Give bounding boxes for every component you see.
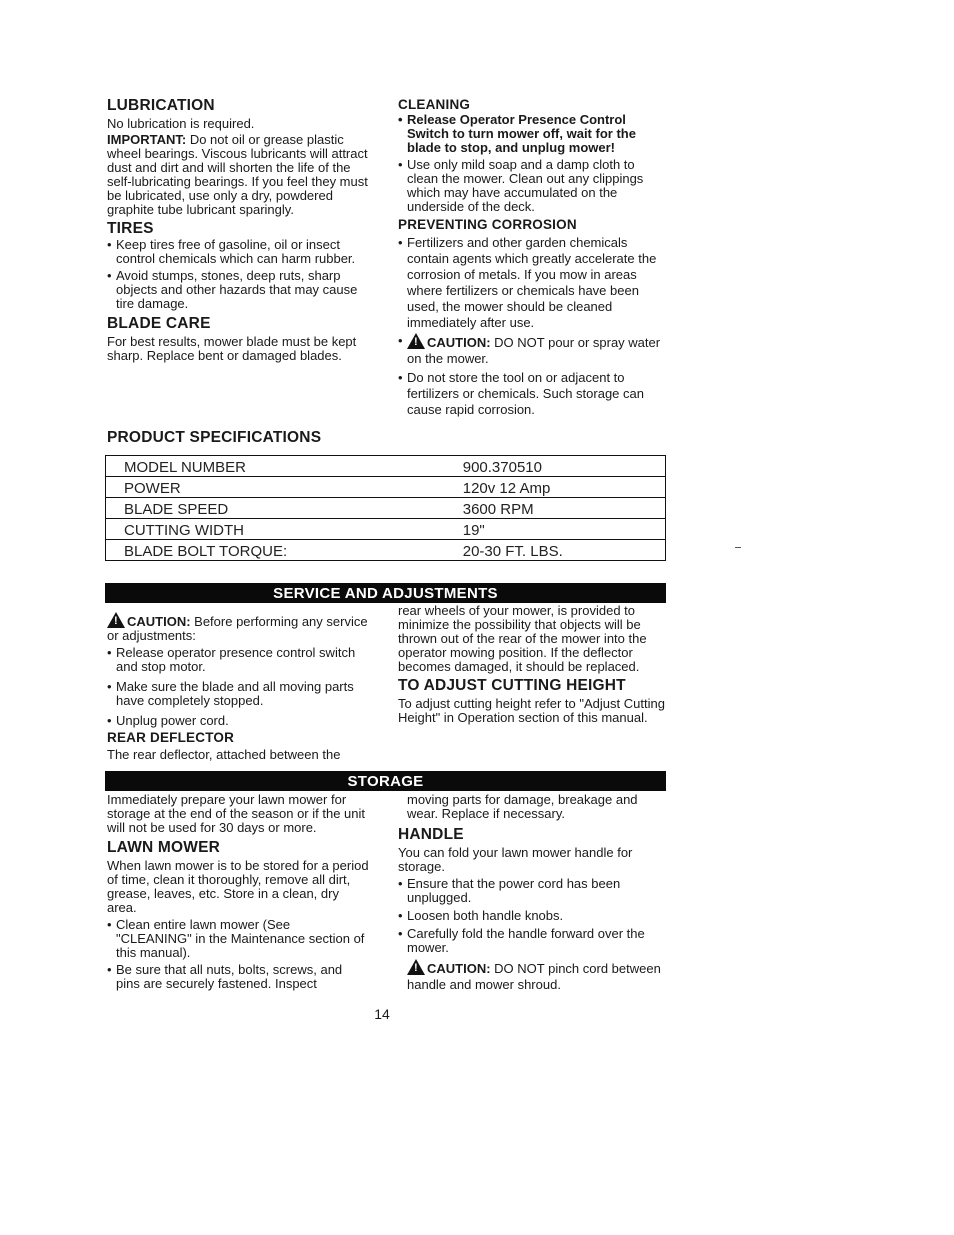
warning-triangle-icon (107, 612, 125, 628)
spec-value: 3600 RPM (403, 498, 666, 519)
list-item: • Use only mild soap and a damp cloth to clean the mower. Clean out any clippings which may have accumulated on the underside of the deck. (398, 158, 668, 214)
list-item: • Fertilizers and other garden chemicals contain agents which greatly accelerate the corrosion of metals. If you mow in areas where fertilizers or chemicals have been used, the mower should be cleaned immediately after use. (398, 235, 668, 331)
rear-deflector-heading: REAR DEFLECTOR (107, 730, 235, 745)
list-item: • Unplug power cord. (107, 714, 369, 728)
caution-text: DO NOT pinch cord between handle and mower shroud. (407, 961, 661, 992)
spec-label: BLADE SPEED (106, 498, 403, 519)
list-item: • Do not store the tool on or adjacent to fertilizers or chemicals. Such storage can cause rapid corrosion. (398, 370, 668, 418)
storage-left-column (107, 793, 369, 991)
list-item: • Loosen both handle knobs. (398, 909, 668, 923)
list-item (398, 333, 668, 367)
list-item: • Release Operator Presence Control Switch to turn mower off, wait for the blade to stop, and unplug mower! (398, 113, 668, 155)
service-section-bar: SERVICE AND ADJUSTMENTS (105, 583, 666, 603)
warning-triangle-icon (407, 959, 425, 975)
list-item: • Carefully fold the handle forward over the mower. (398, 927, 668, 955)
spec-label: POWER (106, 477, 403, 498)
handle-caution (398, 959, 668, 993)
corrosion-heading: PREVENTING CORROSION (398, 217, 577, 232)
spec-label: MODEL NUMBER (106, 456, 403, 477)
spec-label: BLADE BOLT TORQUE: (124, 543, 288, 560)
specs-heading: PRODUCT SPECIFICATIONS (107, 429, 322, 446)
list-item: • Avoid stumps, stones, deep ruts, sharp objects and other hazards that may cause tire damage. (107, 269, 369, 311)
storage-right-column (398, 793, 668, 993)
blade-care-text: For best results, mower blade must be kept sharp. Replace bent or damaged blades. (107, 334, 357, 363)
lubrication-heading: LUBRICATION (107, 97, 215, 114)
spec-value: 900.370510 (403, 456, 666, 477)
storage-intro: Immediately prepare your lawn mower for storage at the end of the season or if the unit will not be used for 30 days or more. (107, 792, 366, 835)
spec-value: 19" (403, 519, 666, 540)
caution-label: CAUTION: (427, 335, 491, 350)
list-item: • Keep tires free of gasoline, oil or insect control chemicals which can harm rubber. (107, 238, 369, 266)
corrosion-list (398, 235, 668, 418)
blade-care-heading: BLADE CARE (107, 315, 211, 332)
lawn-mower-heading: LAWN MOWER (107, 839, 221, 856)
handle-heading: HANDLE (398, 826, 464, 843)
rear-deflector-text: The rear deflector, attached between the (107, 747, 341, 762)
handle-text: You can fold your lawn mower handle for storage. (398, 845, 633, 874)
caution-text: Before performing any service or adjustments: (107, 614, 368, 643)
caution-text: DO NOT pour or spray water on the mower. (407, 335, 661, 366)
lawn-mower-text: When lawn mower is to be stored for a period of time, clean it thoroughly, remove all dirt, grease, leaves, etc. Store in a clean, dry area. (107, 858, 369, 915)
warning-triangle-icon (407, 333, 425, 349)
list-item: • Be sure that all nuts, bolts, screws, and pins are securely fastened. Inspect (107, 963, 369, 991)
table-row (106, 519, 666, 540)
service-left-column (107, 608, 369, 762)
rear-deflector-continued: rear wheels of your mower, is provided to minimize the possibility that objects will be thrown out of the rear of the mower into the operator mowing position. If the deflector becomes damaged, it should be replaced. (398, 603, 647, 674)
lawn-mower-list (107, 918, 369, 991)
spec-label: CUTTING WIDTH (106, 519, 403, 540)
tires-list (107, 238, 369, 311)
specs-table (105, 455, 666, 561)
service-list (107, 646, 369, 728)
page-number: 14 (374, 1006, 390, 1022)
list-item: • Clean entire lawn mower (See "CLEANING" in the Maintenance section of this manual). (107, 918, 369, 960)
list-item: • Release operator presence control switch and stop motor. (107, 646, 369, 674)
list-item: • Ensure that the power cord has been unplugged. (398, 877, 668, 905)
service-right-column (398, 604, 668, 725)
table-row (106, 540, 666, 561)
cutting-height-text: To adjust cutting height refer to "Adjust Cutting Height" in Operation section of this manual. (398, 696, 665, 725)
caution-label: CAUTION: (427, 961, 491, 976)
cleaning-heading: CLEANING (398, 97, 471, 112)
handle-list (398, 877, 668, 955)
important-label: IMPORTANT: (107, 132, 187, 147)
service-caution (107, 612, 369, 643)
important-text: Do not oil or grease plastic wheel bearings. Viscous lubricants will attract dust and dirt and will shorten the life of the self-lubricating bearings. If you feel they must be lubricated, use only a dry, powdered graphite tube lubricant sparingly. (107, 132, 368, 217)
table-row (106, 456, 666, 477)
right-column-top (398, 97, 668, 418)
lubrication-text: No lubrication is required. (107, 116, 255, 131)
caution-label: CAUTION: (127, 614, 191, 629)
lubrication-important (107, 133, 369, 217)
left-column-top (107, 97, 369, 363)
margin-mark (735, 547, 741, 548)
tires-heading: TIRES (107, 220, 154, 237)
table-row (106, 498, 666, 519)
storage-continued: moving parts for damage, breakage and wear. Replace if necessary. (407, 792, 638, 821)
list-item: • Make sure the blade and all moving parts have completely stopped. (107, 680, 369, 708)
cleaning-list (398, 113, 668, 214)
table-row (106, 477, 666, 498)
storage-section-bar: STORAGE (105, 771, 666, 791)
spec-value: 20-30 FT. LBS. (462, 543, 563, 560)
cutting-height-heading: TO ADJUST CUTTING HEIGHT (398, 677, 626, 694)
spec-value: 120v 12 Amp (403, 477, 666, 498)
